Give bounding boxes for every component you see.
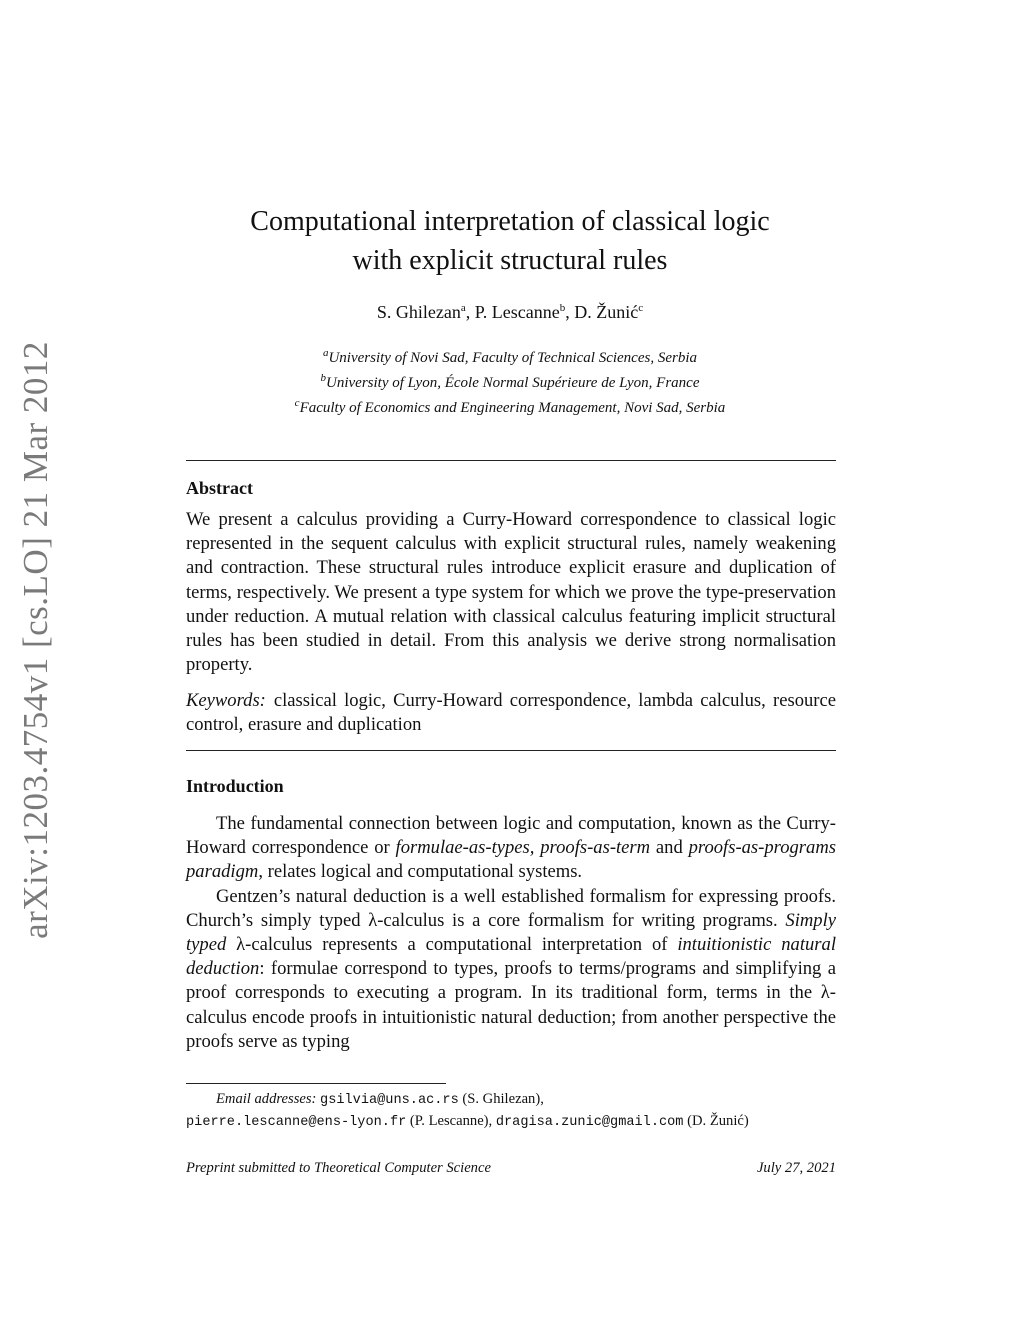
affiliation-sup: c <box>294 397 300 409</box>
affiliation-text: University of Novi Sad, Faculty of Technical Sciences, Serbia <box>328 350 698 366</box>
affiliation-sup: a <box>322 347 329 359</box>
author-sup: c <box>638 302 644 314</box>
intro-body <box>186 812 836 1054</box>
preprint-date: July 27, 2021 <box>756 1160 836 1176</box>
paragraph <box>186 812 836 885</box>
email-link[interactable]: gsilvia@uns.ac.rs <box>320 1093 459 1108</box>
text-run: Gentzen’s natural deduction is a well established formalism for expressing proofs. Church’s simply typed λ-calculus is a core formalism for writing programs. <box>186 885 836 931</box>
paragraph <box>186 885 836 1054</box>
author-list: S. Ghilezan$^a$, P. Lescanne$^b$, D. Žunić$^c$ <box>376 302 644 322</box>
text-run: : formulae correspond to types, proofs to terms/programs and simplifying a proof corresponds to executing a program. In its traditional form, terms in the λ-calculus encode proofs in intuitionistic natural deduction; from another perspective the proofs serve as typing <box>186 958 836 1052</box>
title-line-1: Computational interpretation of classical logic <box>250 206 770 237</box>
emphasis: intuitionistic natural deduction <box>186 934 836 980</box>
email-link[interactable]: pierre.lescanne@ens-lyon.fr <box>186 1115 407 1130</box>
footnote-line <box>186 1089 836 1111</box>
author-sup: a <box>460 302 466 314</box>
affiliation <box>150 343 870 368</box>
author-name: S. Ghilezan <box>376 302 461 322</box>
abstract-top-rule <box>186 460 836 461</box>
emphasis: Simply typed <box>186 909 836 956</box>
section-heading: Introduction <box>186 776 284 796</box>
abstract-bottom-rule <box>186 750 836 751</box>
keywords <box>186 689 836 737</box>
footnote <box>186 1089 836 1133</box>
affiliation-text: University of Lyon, École Normal Supérieure de Lyon, France <box>326 375 700 391</box>
text-run: , relates logical and computational systems. <box>258 861 583 883</box>
preprint-note: Preprint submitted to Theoretical Computer Science <box>186 1160 491 1176</box>
text-run: and <box>650 837 689 859</box>
emphasis: formulae-as-types, proofs-as-term <box>395 837 651 859</box>
keywords-label: Keywords: <box>186 690 266 711</box>
affiliation-sup: b <box>320 372 326 384</box>
author-sup: b <box>559 302 566 314</box>
paper-title <box>200 202 820 280</box>
footnote-line <box>186 1111 836 1133</box>
email-owner: (P. Lescanne), <box>409 1113 493 1129</box>
footnote-label: Email addresses: <box>216 1091 317 1107</box>
title-line-2: with explicit structural rules <box>352 245 668 276</box>
author-name: D. Žunić <box>574 302 639 322</box>
text-run: λ-calculus represents a computational interpretation of <box>226 934 678 956</box>
affiliations <box>150 343 870 418</box>
footnote-rule <box>186 1083 446 1084</box>
email-link[interactable]: dragisa.zunic@gmail.com <box>495 1115 684 1130</box>
email-owner: (S. Ghilezan), <box>462 1091 544 1107</box>
text-run: The fundamental connection between logic and computation, known as the Curry-Howard correspondence or <box>186 813 836 859</box>
email-owner: (D. Žunić) <box>687 1113 749 1129</box>
abstract-heading: Abstract <box>186 478 253 498</box>
keywords-text: classical logic, Curry-Howard correspondence, lambda calculus, resource control, erasure and duplication <box>186 690 836 736</box>
abstract-text: We present a calculus providing a Curry-Howard correspondence to classical logic represented in the sequent calculus with explicit structural rules, namely weakening and contraction. These structural rules introduce explicit erasure and duplication of terms, respectively. We present a type system for which we prove the type-preservation under reduction. A mutual relation with classical calculus featuring implicit structural rules has been studied in detail. From this analysis we derive strong normalisation property. <box>186 509 836 676</box>
emphasis: proofs-as-programs paradigm <box>186 837 836 883</box>
arxiv-id: arXiv:1203.4754v1 [cs.LO] 21 Mar 2012 <box>16 341 55 939</box>
affiliation <box>150 393 870 418</box>
affiliation-text: Faculty of Economics and Engineering Management, Novi Sad, Serbia <box>299 400 726 416</box>
affiliation <box>150 368 870 393</box>
author-name: P. Lescanne <box>474 302 560 322</box>
